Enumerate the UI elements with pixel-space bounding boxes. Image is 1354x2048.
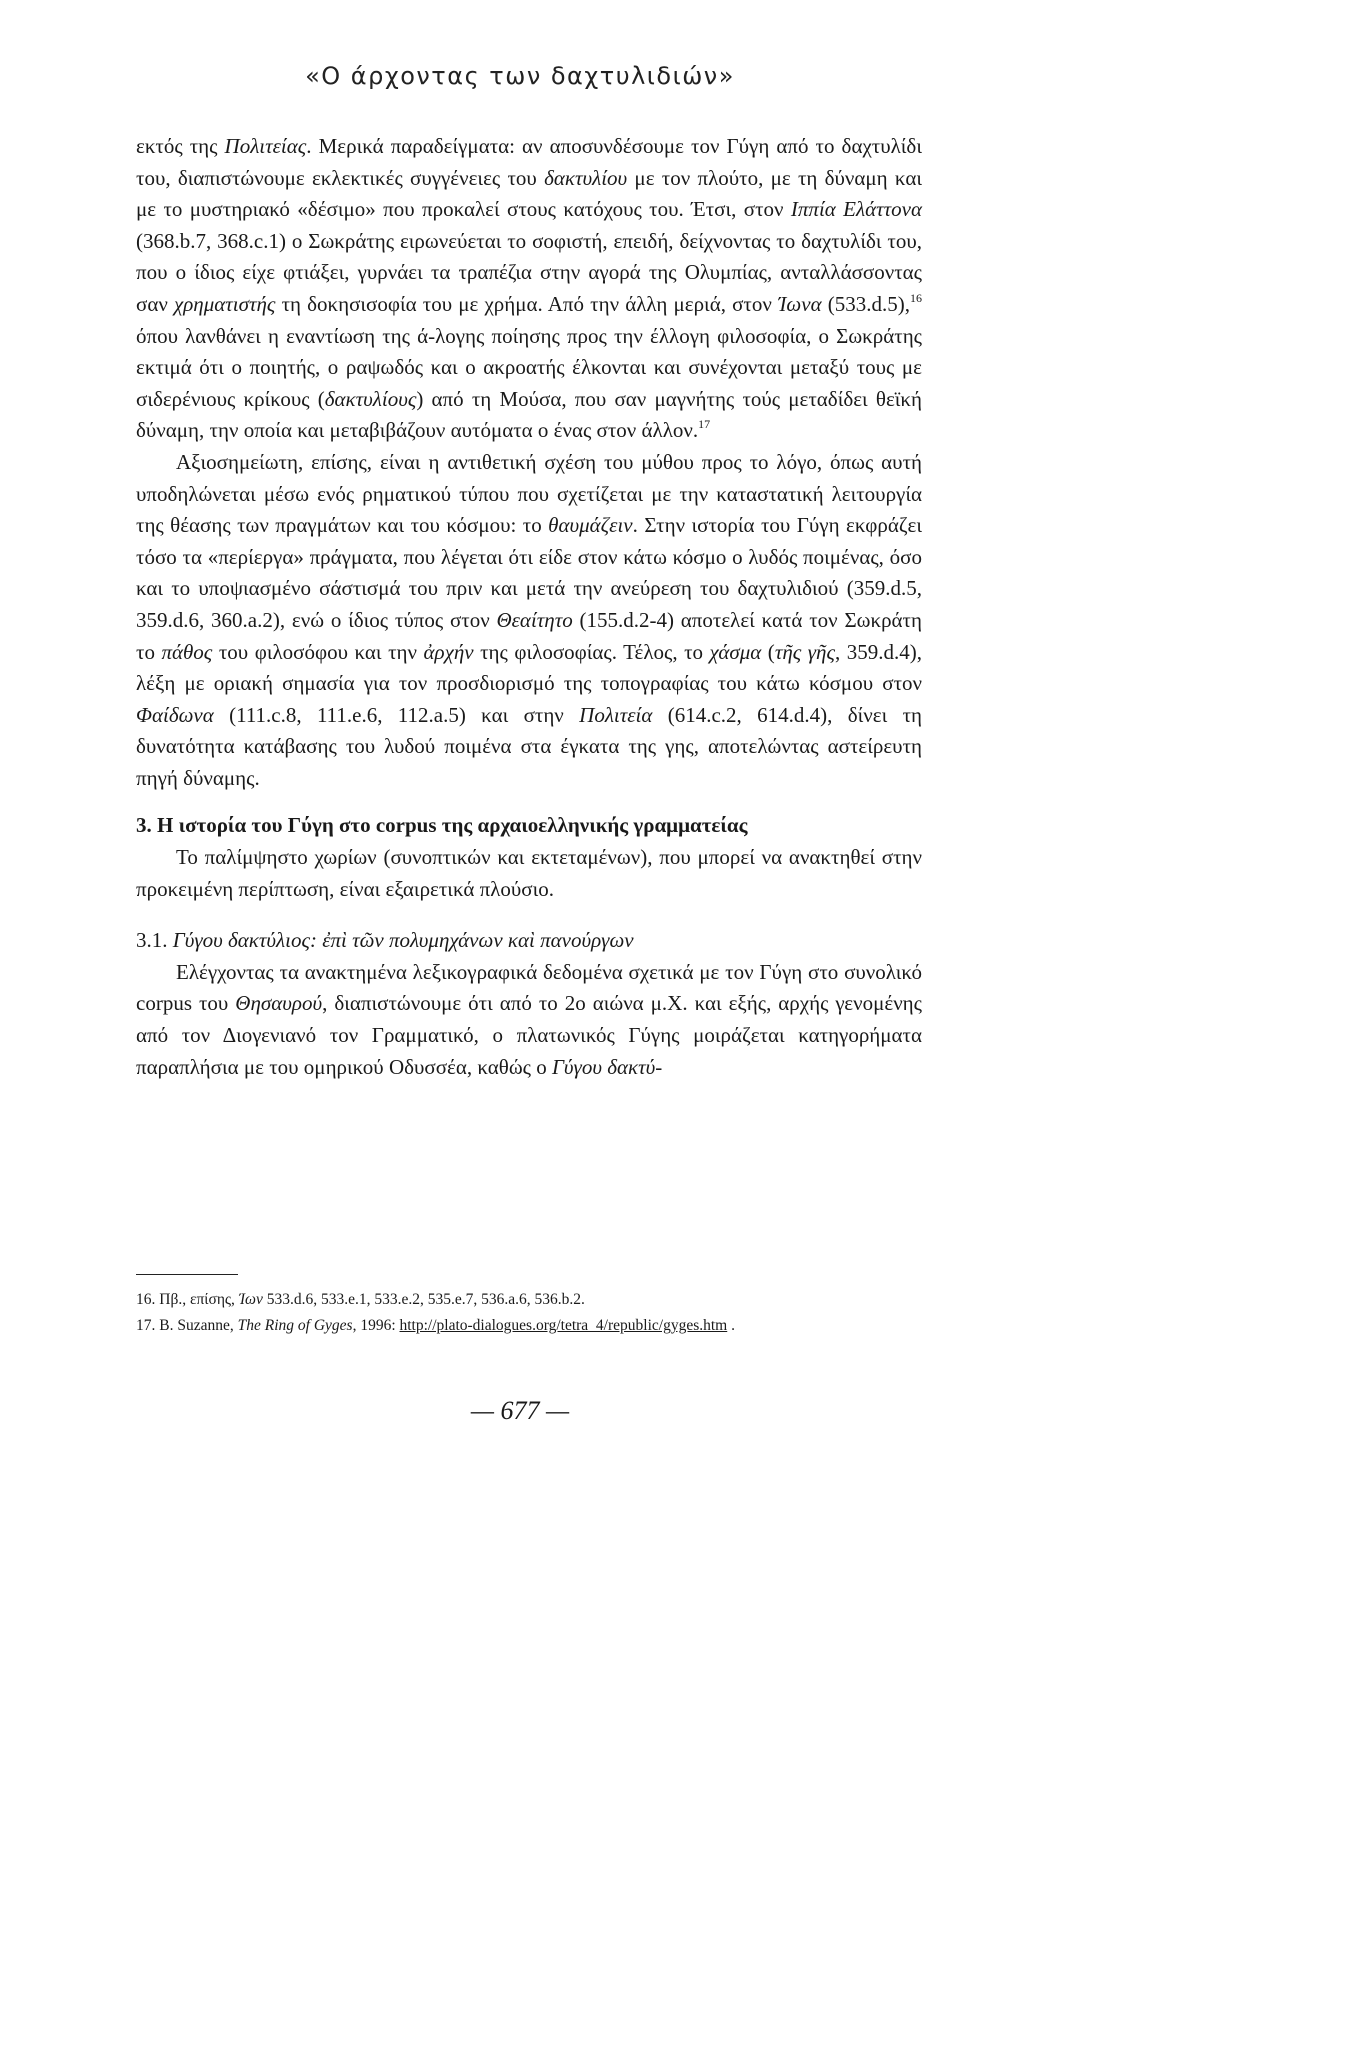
text-run: (155.d.2-4) αποτελεί κατά τον Σωκράτη το (136, 607, 922, 664)
text-run: (111.c.8, 111.e.6, 112.a.5) και στην (213, 702, 580, 727)
italic-run: The Ring of Gyges (237, 1317, 353, 1334)
text-run: , 1996: (352, 1317, 400, 1334)
footnote-url-link[interactable]: http://plato-dialogues.org/tetra_4/republic/gyges.htm (399, 1317, 728, 1334)
running-head: «Ο άρχοντας των δαχτυλιδιών» (305, 62, 735, 90)
text-run: (368.b.7, 368.c.1) ο Σωκράτης ειρωνεύεται το σοφιστή, επειδή, δείχνοντας το δαχτυλίδι του, που ο ίδιος είχε φτιάξει, γυρνάει τα τραπέζια στην αγορά της Ολυμπίας, ανταλλάσσοντας σαν (136, 228, 922, 316)
text-run: Αξιοσημείωτη, επίσης, είναι η αντιθετική σχέση του μύθου προς το λόγο, όπως αυτή υποδηλώνεται μέσω ενός ρηματικού τύπου που σχετίζεται με την καταστατική λειτουργία της θέασης των πραγμάτων και του κόσμου: το (136, 449, 922, 538)
italic-run: Θησαυρού (235, 991, 323, 1016)
italic-run: τῆς γῆς (774, 639, 835, 664)
italic-run: δακτυλίου (544, 165, 628, 190)
italic-run: θαυμάζειν (548, 513, 633, 538)
text-run: . (727, 1317, 735, 1334)
italic-run: Πολιτείας (224, 134, 307, 158)
text-run: με τον πλούτο, με τη δύναμη και με το μυστηριακό «δέσιμο» που προκαλεί στους κατόχους του. Έτσι, στον (136, 165, 922, 222)
italic-run: Γύγου δακτύ- (551, 1054, 663, 1079)
italic-run: Θεαίτητο (496, 607, 573, 632)
italic-run: Φαίδωνα (136, 702, 214, 727)
footnote-ref-17[interactable]: 17 (698, 417, 711, 432)
footnote-ref-16[interactable]: 16 (909, 290, 922, 305)
italic-run: χάσμα (709, 639, 762, 664)
footnote-17 (136, 1313, 922, 1339)
italic-run: ἀρχήν (423, 639, 474, 664)
page-number: — 677 — (470, 1396, 570, 1425)
text-run: ( (761, 639, 775, 664)
italic-run: Ιππία Ελάττονα (790, 197, 923, 222)
main-text (136, 131, 922, 1083)
italic-run: Πολιτεία (579, 702, 653, 727)
text-run: (533.d.5), (821, 291, 910, 316)
text-run: εκτός της (136, 134, 225, 158)
text-run: . Στην ιστορία του Γύγη εκφράζει τόσο τα «περίεργα» πράγματα, που λέγεται ότι είδε στον κάτω κόσμο ο λυδός ποιμένας, όσο και το υποψιασμένο σάστισμά του πριν και μετά την ανεύρεση του δαχτυλιδιού (359.d.5, 359.d.6, 360.a.2), ενώ ο ίδιος τύπος στον (136, 513, 922, 632)
text-run: 17. B. Suzanne, (136, 1317, 238, 1334)
subsection-number: 3.1. (136, 928, 173, 953)
italic-run: πάθος (161, 639, 213, 664)
subsection-title: Γύγου δακτύλιος: ἐπὶ τῶν πολυμηχάνων καὶ πανούργων (172, 928, 634, 953)
paragraph-2 (136, 447, 922, 795)
text-run: ) από τη Μούσα, που σαν μαγνήτης τούς μεταδίδει θεϊκή δύναμη, την οποία και μεταβιβάζουν αυτόματα ο ένας στον άλλον. (136, 386, 922, 443)
text-run: της φιλοσοφίας. Τέλος, το (473, 639, 710, 664)
footnote-16 (136, 1287, 922, 1313)
italic-run: χρηματιστής (173, 291, 276, 316)
text-run: , 359.d.4), λέξη με οριακή σημασία για τον προσδιορισμό της τοπογραφίας του κάτω κόσμου στον (136, 639, 923, 696)
footnotes (136, 1287, 922, 1339)
paragraph-3: Το παλίμψηστο χωρίων (συνοπτικών και εκτεταμένων), που μπορεί να ανακτηθεί στην προκειμένη περίπτωση, είναι εξαιρετικά πλούσιο. (136, 845, 922, 901)
paragraph-1 (136, 131, 922, 447)
paragraph-4 (136, 957, 922, 1083)
footnote-divider (136, 1274, 238, 1275)
text-run: , διαπιστώνουμε ότι από το 2ο αιώνα μ.Χ. και εξής, αρχής γενομένης από τον Διογενιανό τον Γραμματικό, ο πλατωνικός Γύγης μοιράζεται κατηγορήματα παραπλήσια με του ομηρικού Οδυσσέα, καθώς ο (136, 991, 922, 1079)
text-run: . Μερικά παραδείγματα: αν αποσυνδέσουμε τον Γύγη από το δαχτυλίδι του, διαπιστώνουμε εκλεκτικές συγγένειες του (136, 134, 922, 190)
italic-run: δακτυλίους (324, 386, 417, 411)
text-run: 533.d.6, 533.e.1, 533.e.2, 535.e.7, 536.a.6, 536.b.2. (262, 1291, 585, 1308)
text-run: (614.c.2, 614.d.4), δίνει τη δυνατότητα κατάβασης του λυδού ποιμένα στα έγκατα της γης, αποτελώντας αστείρευτη πηγή δύναμης. (136, 702, 922, 790)
italic-run: Ίων (238, 1291, 263, 1308)
section-heading: 3. Η ιστορία του Γύγη στο corpus της αρχαιοελληνικής γραμματείας (136, 813, 748, 838)
italic-run: Ίωνα (777, 291, 822, 316)
text-run: 16. Πβ., επίσης, (136, 1291, 239, 1308)
text-run: τη δοκησισοφία του με χρήμα. Από την άλλη μεριά, στον (275, 291, 778, 316)
text-run: του φιλοσόφου και την (212, 639, 424, 664)
subsection-heading (136, 925, 922, 957)
text-run: Ελέγχοντας τα ανακτημένα λεξικογραφικά δεδομένα σχετικά με τον Γύγη στο συνολικό corpus του (136, 959, 922, 1016)
text-run: όπου λανθάνει η εναντίωση της ά-λογης ποίησης προς την έλλογη φιλοσοφία, ο Σωκράτης εκτιμά ότι ο ποιητής, ο ραψωδός και ο ακροατής έλκονται και συνέχονται μεταξύ τους με σιδερένιους κρίκους ( (136, 323, 922, 411)
